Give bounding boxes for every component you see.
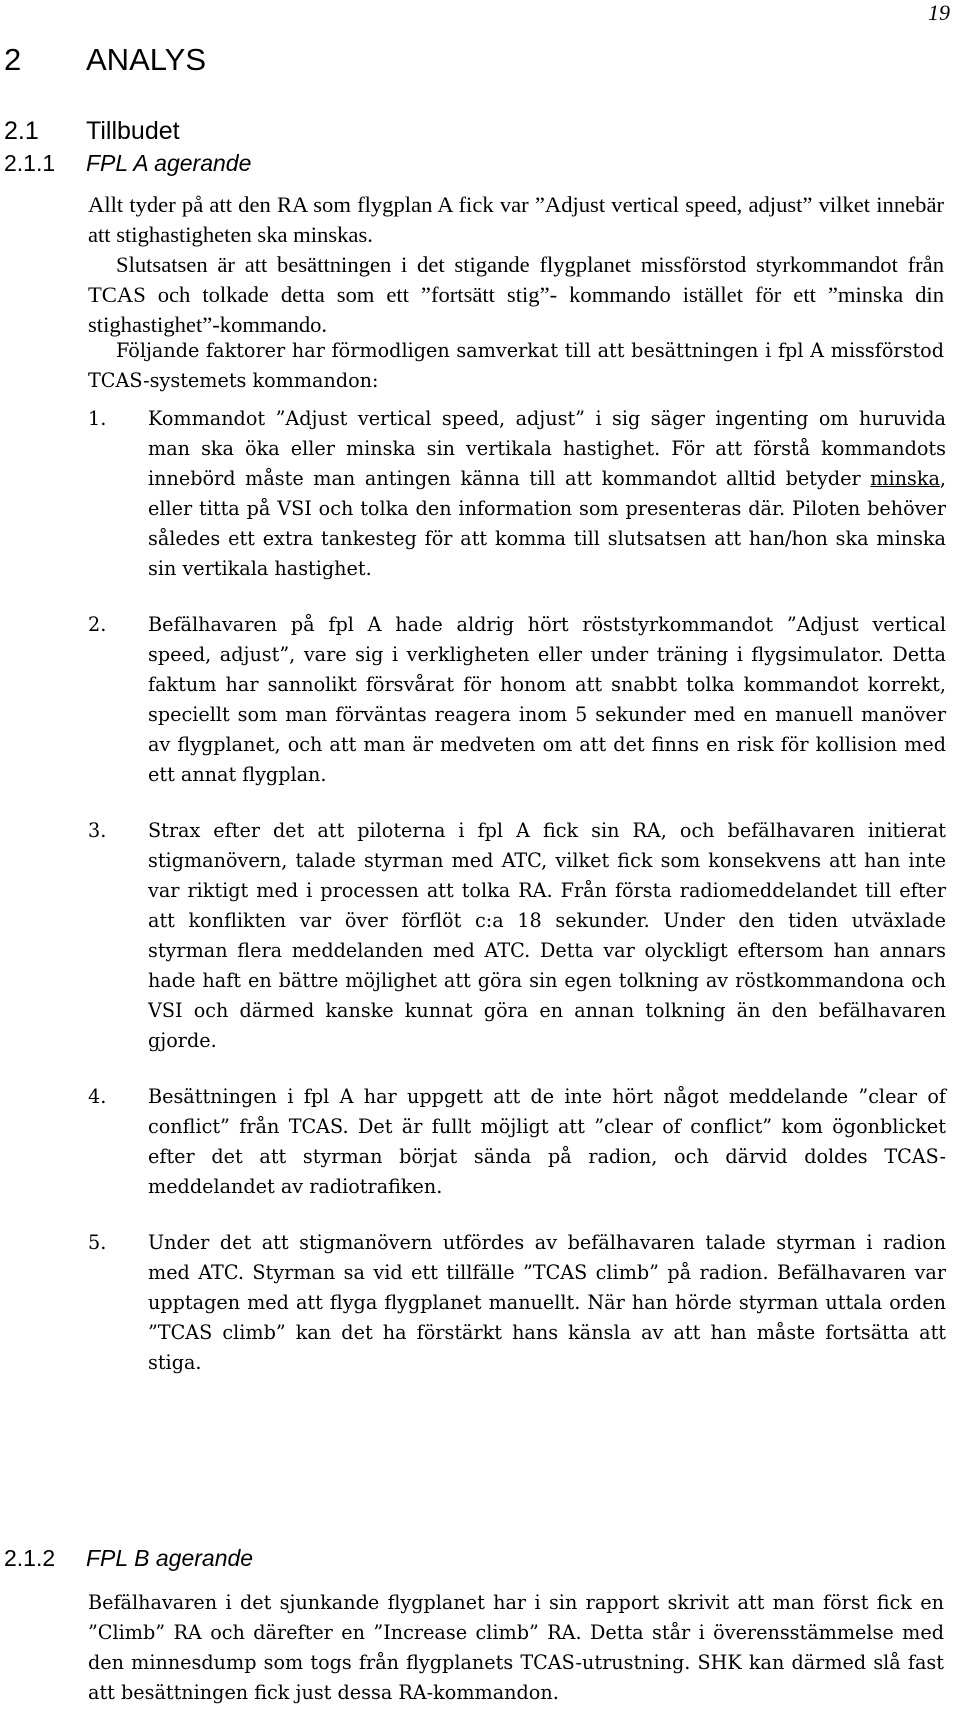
heading-title: ANALYS xyxy=(86,42,207,77)
heading-tillbudet xyxy=(4,117,180,146)
heading-number: 2.1.2 xyxy=(4,1545,56,1571)
underlined-word: minska xyxy=(870,467,940,490)
list-marker: 3. xyxy=(88,819,107,842)
paragraph-fpl-a-3: Följande faktorer har förmodligen samverkat till att besättningen i fpl A missförstod TCAS-systemets kommandon: xyxy=(88,339,944,392)
heading-title: Tillbudet xyxy=(86,117,180,145)
paragraph-fpl-a-1: Allt tyder på att den RA som flygplan A fick var ”Adjust vertical speed, adjust” vilket innebär att stighastigheten ska minskas. xyxy=(88,192,944,247)
heading-fpl-b xyxy=(4,1545,253,1572)
list-item xyxy=(88,404,946,584)
list-item xyxy=(88,816,946,1056)
heading-title: FPL B agerande xyxy=(86,1545,254,1571)
list-item-text: Besättningen i fpl A har uppgett att de inte hört något meddelande ”clear of conflict” från TCAS. Det är fullt möjligt att ”clear of conflict” kom ögonblicket efter det att styrman börjat sända på radion, och därvid doldes TCAS-meddelandet av radiotrafiken. xyxy=(148,1085,946,1198)
heading-number: 2.1 xyxy=(4,117,39,145)
list-item-text: Kommandot ”Adjust vertical speed, adjust” i sig säger ingenting om huruvida man ska öka eller minska sin vertikala hastighet. För att förstå kommandots innebörd måste man antingen känna till att kommandot alltid betyder minska, eller titta på VSI och tolka den information som presenteras där. Piloten behöver således ett extra tankesteg för att komma till slutsatsen att han/hon ska minska sin vertikala hastighet. xyxy=(148,407,946,580)
page-number: 19 xyxy=(928,0,950,25)
list-marker: 2. xyxy=(88,613,107,636)
list-item-text: Strax efter det att piloterna i fpl A fick sin RA, och befälhavaren initierat stigmanövern, talade styrman med ATC, vilket fick som konsekvens att han inte var riktigt med i processen att tolka RA. Från första radiomeddelandet till efter att konflikten var över förflöt c:a 18 sekunder. Under den tiden utväxlade styrman flera meddelanden med ATC. Detta var olyckligt eftersom han annars hade haft en bättre möjlighet att göra sin egen tolkning av röstkommandona och VSI och därmed kanske kunnat göra en annan tolkning än den befälhavaren gjorde. xyxy=(148,819,946,1052)
list-item xyxy=(88,1228,946,1378)
list-item xyxy=(88,1082,946,1202)
list-marker: 4. xyxy=(88,1085,107,1108)
factor-list xyxy=(88,404,946,1404)
list-marker: 1. xyxy=(88,407,107,430)
paragraph-fpl-a-2: Slutsatsen är att besättningen i det stigande flygplanet missförstod styrkommandot från TCAS och tolkade detta som ett ”fortsätt stig”- kommando istället för ett ”minska din stighastighet”-kommando. xyxy=(88,252,944,337)
heading-title: FPL A agerande xyxy=(86,150,252,176)
list-item-text: Under det att stigmanövern utfördes av befälhavaren talade styrman i radion med ATC. Styrman sa vid ett tillfälle ”TCAS climb” på radion. Befälhavaren var upptagen med att flyga flygplanet manuellt. När han hörde styrman uttala orden ”TCAS climb” kan det ha förstärkt hans känsla av att han måste fortsätta att stiga. xyxy=(148,1231,946,1374)
heading-analys xyxy=(4,42,206,78)
list-marker: 5. xyxy=(88,1231,107,1254)
heading-fpl-a xyxy=(4,150,251,177)
heading-number: 2 xyxy=(4,42,22,77)
heading-number: 2.1.1 xyxy=(4,150,56,176)
list-item-text: Befälhavaren på fpl A hade aldrig hört röststyrkommandot ”Adjust vertical speed, adjust”, vare sig i verkligheten eller under träning i flygsimulator. Detta faktum har sannolikt försvårat för honom att snabbt tolka kommandot korrekt, speciellt som man förväntas reagera inom 5 sekunder med en manuell manöver av flygplanet, och att man är medveten om att det finns en risk för kollision med ett annat flygplan. xyxy=(148,613,946,786)
list-item xyxy=(88,610,946,790)
paragraph-fpl-b-1: Befälhavaren i det sjunkande flygplanet har i sin rapport skrivit att man först fick en ”Climb” RA och därefter en ”Increase climb” RA. Detta står i överensstämmelse med den minnesdump som togs från flygplanets TCAS-utrustning. SHK kan därmed slå fast att besättningen fick just dessa RA-kommandon. xyxy=(88,1591,944,1704)
